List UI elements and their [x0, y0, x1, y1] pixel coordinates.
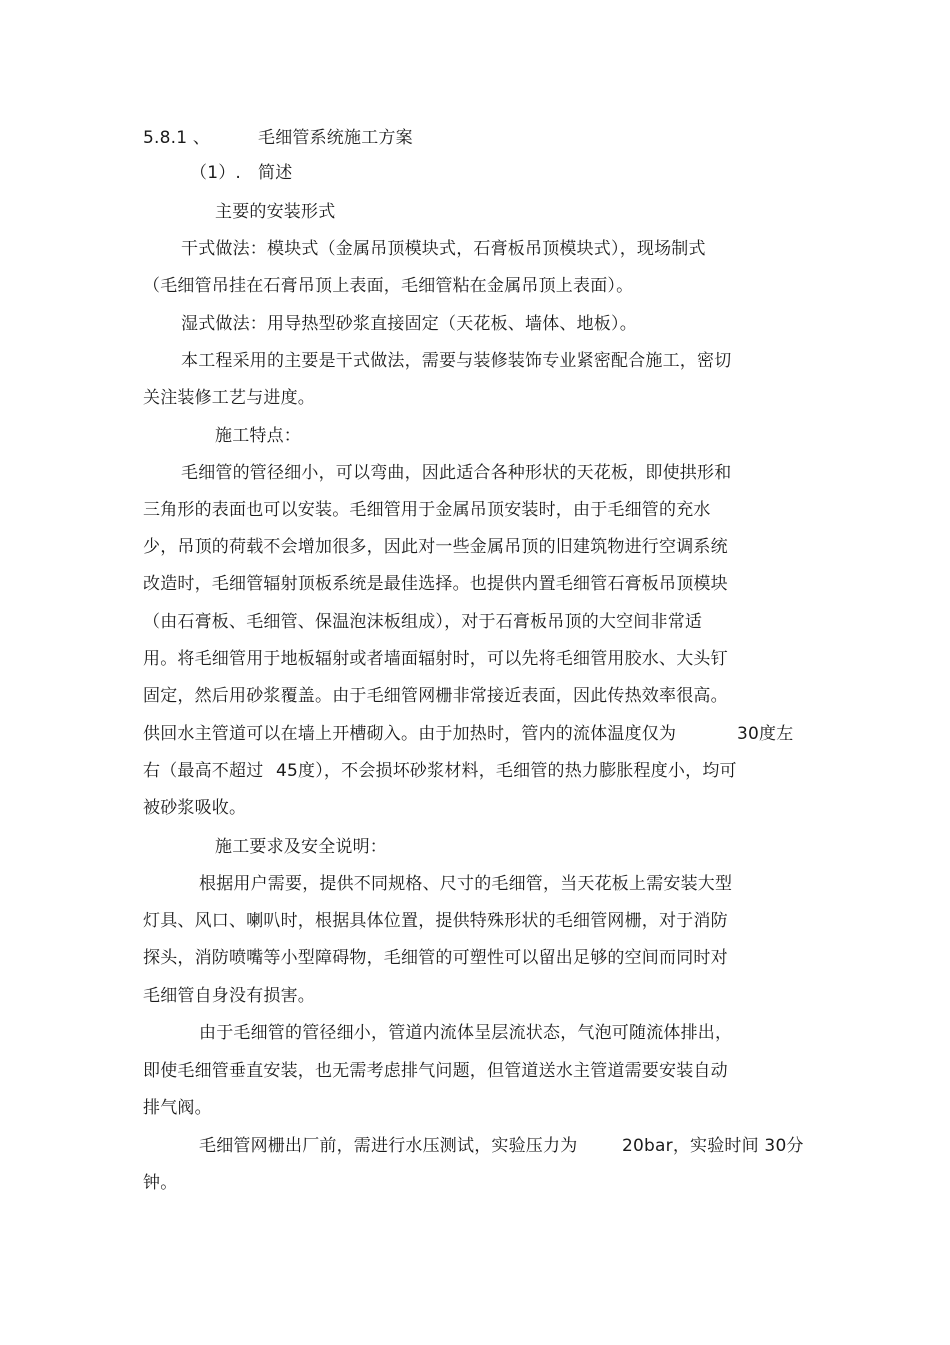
paragraph-line: 关注装修工艺与进度。	[143, 388, 315, 408]
temperature-value: 30度左	[737, 724, 794, 744]
paragraph-line: 供回水主管道可以在墙上开槽砌入。由于加热时，管内的流体温度仅为	[143, 724, 677, 744]
requirements-title: 施工要求及安全说明：	[215, 837, 387, 857]
paragraph-line: （由石膏板、毛细管、保温泡沫板组成），对于石膏板吊顶的大空间非常适	[143, 612, 703, 632]
paragraph-line: 45度），不会损坏砂浆材料，毛细管的热力膨胀程度小，均可	[276, 761, 737, 781]
paragraph-line: 毛细管的管径细小，可以弯曲，因此适合各种形状的天花板，即使拱形和	[181, 463, 732, 483]
section-title: 毛细管系统施工方案	[258, 128, 413, 148]
paragraph-line: 右（最高不超过	[143, 761, 264, 781]
paragraph-line: 探头，消防喷嘴等小型障碍物，毛细管的可塑性可以留出足够的空间而同时对	[143, 948, 728, 968]
features-title: 施工特点：	[215, 426, 301, 446]
paragraph-line: 毛细管自身没有损害。	[143, 986, 315, 1006]
paragraph-line: 灯具、风口、喇叭时，根据具体位置，提供特殊形状的毛细管网栅，对于消防	[143, 911, 728, 931]
paragraph-line: 少，吊顶的荷载不会增加很多，因此对一些金属吊顶的旧建筑物进行空调系统	[143, 537, 728, 557]
paragraph-line: 即使毛细管垂直安装，也无需考虑排气问题，但管道送水主管道需要安装自动	[143, 1061, 728, 1081]
paragraph-line: 用。将毛细管用于地板辐射或者墙面辐射时，可以先将毛细管用胶水、大头钉	[143, 649, 728, 669]
paragraph-line: 钟。	[143, 1173, 178, 1193]
paragraph-line: 固定，然后用砂浆覆盖。由于毛细管网栅非常接近表面，因此传热效率很高。	[143, 686, 728, 706]
install-forms-title: 主要的安装形式	[215, 202, 336, 222]
section-number: 5.8.1 、	[143, 128, 211, 148]
paragraph-line: 被砂浆吸收。	[143, 798, 247, 818]
paragraph-line: 排气阀。	[143, 1098, 212, 1118]
paragraph-line: 干式做法：模块式（金属吊顶模块式，石膏板吊顶模块式），现场制式	[181, 239, 706, 259]
paragraph-line: 毛细管网栅出厂前，需进行水压测试，实验压力为	[199, 1136, 578, 1156]
subsection-title: 简述	[258, 163, 293, 183]
pressure-test-spec: 20bar，实验时间 30分	[622, 1136, 804, 1156]
paragraph-line: 本工程采用的主要是干式做法，需要与装修装饰专业紧密配合施工，密切	[181, 351, 732, 371]
paragraph-line: 改造时，毛细管辐射顶板系统是最佳选择。也提供内置毛细管石膏板吊顶模块	[143, 574, 728, 594]
paragraph-line: 由于毛细管的管径细小，管道内流体呈层流状态，气泡可随流体排出，	[199, 1023, 733, 1043]
paragraph-line: （毛细管吊挂在石膏吊顶上表面，毛细管粘在金属吊顶上表面）。	[143, 276, 634, 296]
subsection-number: （1）.	[190, 163, 242, 183]
paragraph-line: 湿式做法：用导热型砂浆直接固定（天花板、墙体、地板）。	[181, 314, 637, 334]
paragraph-line: 根据用户需要，提供不同规格、尺寸的毛细管，当天花板上需安装大型	[199, 874, 733, 894]
paragraph-line: 三角形的表面也可以安装。毛细管用于金属吊顶安装时，由于毛细管的充水	[143, 500, 711, 520]
